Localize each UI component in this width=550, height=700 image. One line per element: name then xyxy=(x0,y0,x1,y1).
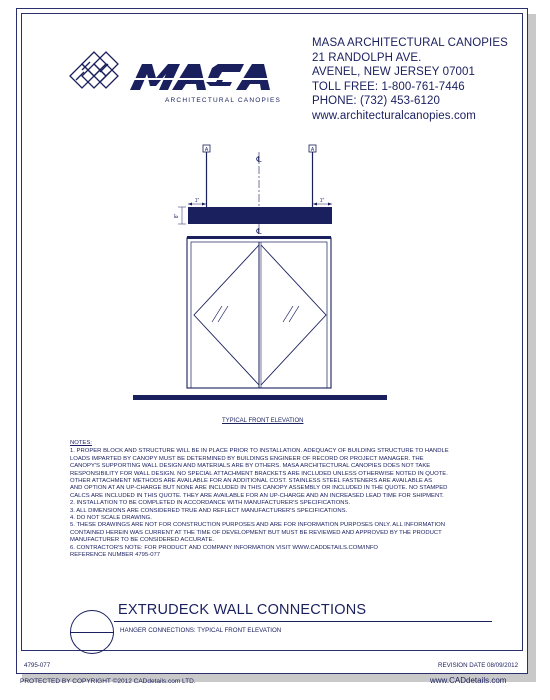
company-name: MASA ARCHITECTURAL CANOPIES xyxy=(312,37,508,49)
note-line: AND OPTION AT AN UP-CHARGE BUT NONE ARE INCLUDED IN THIS CANOPY ASSEMBLY OR INCLUDED IN THE QUOTE. NO STAMPED xyxy=(70,485,448,492)
dim-label-left: 1" xyxy=(194,198,200,204)
company-website[interactable]: www.architecturalcanopies.com xyxy=(312,109,476,122)
title-detail-circle-divider xyxy=(70,632,114,633)
dim-label-right: 1" xyxy=(319,198,325,204)
company-address2: AVENEL, NEW JERSEY 07001 xyxy=(312,66,476,78)
note-line: 3. ALL DIMENSIONS ARE CONSIDERED TRUE AND REFLECT MANUFACTURER'S SPECIFICATIONS. xyxy=(70,507,348,514)
hanger-tag-left-label: A xyxy=(204,147,209,153)
canopy-fascia xyxy=(188,207,332,224)
note-line: OTHER ATTACHMENT METHODS ARE AVAILABLE FOR AN ADDITIONAL COST. STAINLESS STEEL FASTENERS ARE AVAILABLE AS xyxy=(70,478,433,485)
dim-label-height: 8" xyxy=(174,213,180,219)
drawing-title: EXTRUDECK WALL CONNECTIONS xyxy=(118,602,367,618)
note-line: 6. CONTRACTOR'S NOTE: FOR PRODUCT AND COMPANY INFORMATION VISIT WWW.CADDETAILS.COM/INFO xyxy=(70,544,378,551)
title-rule xyxy=(114,621,492,622)
note-line: 2. INSTALLATION TO BE COMPLETED IN ACCORDANCE WITH MANUFACTURER'S SPECIFICATIONS. xyxy=(70,500,351,507)
company-phone: PHONE: (732) 453-6120 xyxy=(312,95,441,107)
revision-date: REVISION DATE 08/09/2012 xyxy=(438,662,519,669)
hanger-tag-right-label: A xyxy=(310,147,315,153)
door-left-diamond xyxy=(194,245,259,385)
note-line: 1. PROPER BLOCK AND STRUCTURE WILL BE IN PLACE PRIOR TO INSTALLATION. ADEQUACY OF BUILDING STRUCTURE TO HANDLE xyxy=(70,448,449,455)
door-head xyxy=(187,236,331,239)
centerline-symbol-top: ℄ xyxy=(256,155,262,164)
note-line: LOADS IMPARTED BY CANOPY MUST BE DETERMINED BY BUILDINGS ENGINEER OF RECORD OR PROJECT MANAGER. THE xyxy=(70,455,424,462)
note-line: CALCS ARE INCLUDED IN THIS QUOTE. THEY ARE AVAILABLE FOR AN UP-CHARGE AND AN INCREASED LEAD TIME FOR SHIPMENT. xyxy=(70,492,444,499)
reference-number: 4795-077 xyxy=(24,662,51,669)
elevation-caption: TYPICAL FRONT ELEVATION xyxy=(222,418,304,424)
centerline-symbol-mid: ℄ xyxy=(256,227,262,236)
note-line: CONTAINED HEREIN WAS CURRENT AT THE TIME OF DEVELOPMENT BUT MUST BE REVIEWED AND APPROVED BY THE PRODUCT xyxy=(70,529,442,536)
note-line: REFERENCE NUMBER 4795-077 xyxy=(70,552,161,559)
note-line: 4. DO NOT SCALE DRAWING. xyxy=(70,515,152,522)
floor-line xyxy=(133,395,387,400)
logo-tagline: ARCHITECTURAL CANOPIES xyxy=(165,97,282,104)
copyright-notice: PROTECTED BY COPYRIGHT ©2012 CADdetails.com LTD. xyxy=(20,678,196,685)
notes-block xyxy=(70,440,490,560)
company-tollfree: TOLL FREE: 1-800-761-7446 xyxy=(312,80,465,93)
caddetails-link[interactable]: www.CADdetails.com xyxy=(430,676,507,685)
company-address1: 21 RANDOLPH AVE. xyxy=(312,51,422,64)
note-line: CANOPY'S SUPPORTING WALL DESIGN AND MATERIALS ARE BY OTHERS. MASA ARCHITECTURAL CANOPIES DOES NOT TAKE xyxy=(70,463,431,470)
note-line: 5. THESE DRAWINGS ARE NOT FOR CONSTRUCTION PURPOSES AND ARE FOR INFORMATION PURPOSES ONLY. ALL INFORMATION xyxy=(70,522,445,529)
note-line: MANUFACTURER TO BE CONSIDERED ACCURATE. xyxy=(70,537,215,544)
notes-heading: NOTES: xyxy=(70,440,92,446)
drawing-subtitle: HANGER CONNECTIONS: TYPICAL FRONT ELEVATION xyxy=(120,627,282,634)
note-line: RESPONSIBILITY FOR WALL DESIGN. NO SPECIAL ATTACHMENT BRACKETS ARE INCLUDED UNLESS OTHERWISE NOTED IN QUOTE. xyxy=(70,470,448,477)
